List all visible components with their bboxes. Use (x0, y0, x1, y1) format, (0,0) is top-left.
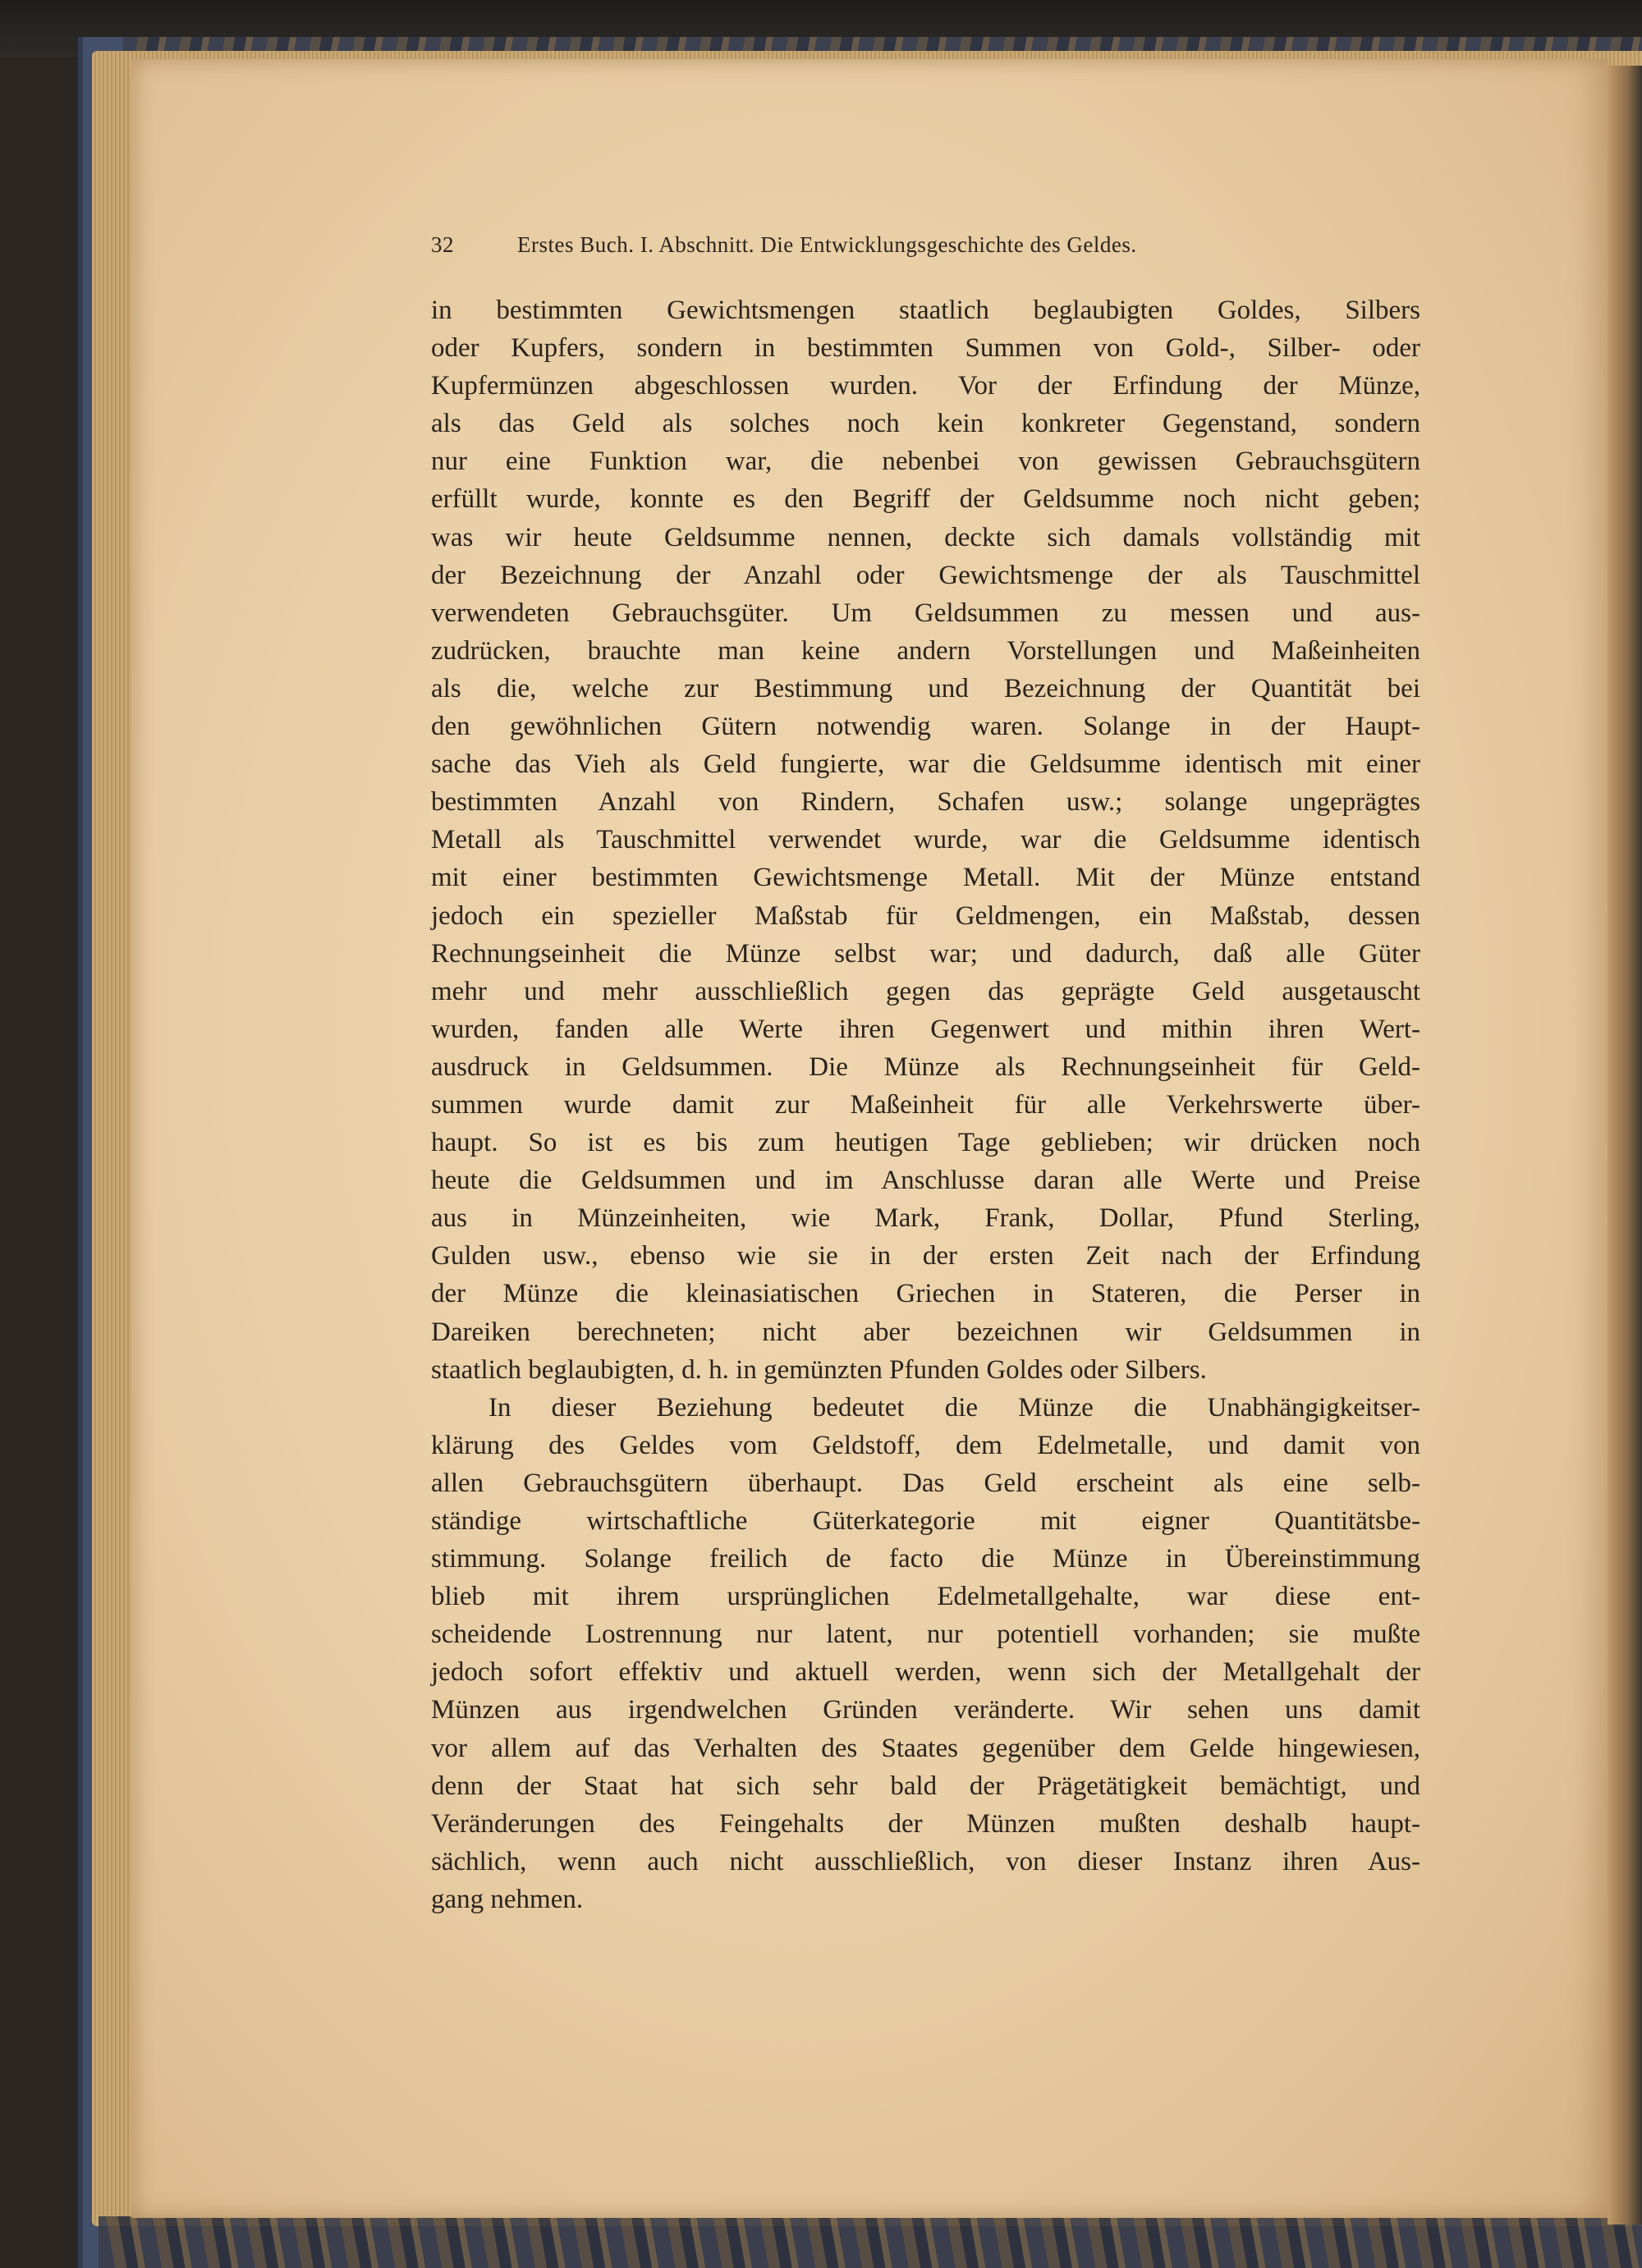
text-line: wurden, fanden alle Werte ihren Gegenwert und mithin ihren Wert- (431, 1014, 1420, 1044)
text-line: sache das Vieh als Geld fungierte, war die Geldsumme identisch mit einer (431, 749, 1420, 780)
text-line: allen Gebrauchsgütern überhaupt. Das Geld erscheint als eine selb- (431, 1468, 1420, 1498)
text-line: mit einer bestimmten Gewichtsmenge Metall. Mit der Münze entstand (431, 863, 1420, 893)
text-line: Kupfermünzen abgeschlossen wurden. Vor der Erfindung der Münze, (431, 371, 1420, 401)
text-line: mehr und mehr ausschließlich gegen das geprägte Geld ausgetauscht (431, 976, 1420, 1006)
text-line: zudrücken, brauchte man keine andern Vorstellungen und Maßeinheiten (431, 635, 1420, 666)
text-line: in bestimmten Gewichtsmengen staatlich beglaubigten Goldes, Silbers (431, 296, 1420, 325)
text-line: bestimmten Anzahl von Rindern, Schafen usw.; solange ungeprägtes (431, 787, 1420, 818)
cover-marble-edge-bottom (99, 2216, 1642, 2268)
text-line: staatlich beglaubigten, d. h. in gemünzten Pfunden Goldes oder Silbers. (431, 1354, 1207, 1385)
text-line: scheidende Lostrennung nur latent, nur potentiell vorhanden; sie mußte (431, 1620, 1420, 1650)
text-line: Dareiken berechneten; nicht aber bezeichnen wir Geldsummen in (431, 1317, 1420, 1347)
page-number: 32 (431, 232, 454, 257)
text-line: klärung des Geldes vom Geldstoff, dem Edelmetalle, und damit von (431, 1430, 1420, 1460)
text-line: als das Geld als solches noch kein konkreter Gegenstand, sondern (431, 409, 1420, 439)
text-line: stimmung. Solange freilich de facto die Münze in Übereinstimmung (431, 1544, 1420, 1574)
text-line: jedoch ein spezieller Maßstab für Geldmengen, ein Maßstab, dessen (431, 900, 1420, 931)
paragraph-start-line: In dieser Beziehung bedeutet die Münze die Unabhängigkeitser- (488, 1392, 1420, 1423)
text-line: den gewöhnlichen Gütern notwendig waren. Solange in der Haupt- (431, 712, 1420, 742)
text-line: denn der Staat hat sich sehr bald der Prägetätigkeit bemächtigt, und (431, 1771, 1420, 1801)
text-line: nur eine Funktion war, die nebenbei von gewissen Gebrauchsgütern (431, 447, 1420, 477)
running-head-title: Erstes Buch. I. Abschnitt. Die Entwicklungsgeschichte des Geldes. (517, 232, 1137, 257)
text-line: vor allem auf das Verhalten des Staates gegenüber dem Gelde hingewiesen, (431, 1733, 1420, 1763)
text-line: Veränderungen des Feingehalts der Münzen mußten deshalb haupt- (431, 1808, 1420, 1839)
text-line: blieb mit ihrem ursprünglichen Edelmetallgehalte, war diese ent- (431, 1582, 1420, 1612)
text-line: Rechnungseinheit die Münze selbst war; und dadurch, daß alle Güter (431, 938, 1420, 969)
text-line: erfüllt wurde, konnte es den Begriff der Geldsumme noch nicht geben; (431, 484, 1420, 515)
text-line: der Münze die kleinasiatischen Griechen in Stateren, die Perser in (431, 1279, 1420, 1309)
text-line: sächlich, wenn auch nicht ausschließlich, von dieser Instanz ihren Aus- (431, 1846, 1420, 1876)
text-line: oder Kupfers, sondern in bestimmten Summen von Gold-, Silber- oder (431, 333, 1420, 364)
text-line: was wir heute Geldsumme nennen, deckte sich damals vollständig mit (431, 522, 1420, 552)
page-gutter (1608, 66, 1642, 2224)
text-line: gang nehmen. (431, 1884, 584, 1914)
text-line: der Bezeichnung der Anzahl oder Gewichtsmenge der als Tauschmittel (431, 560, 1420, 590)
body-text (431, 291, 1420, 1918)
text-line: als die, welche zur Bestimmung und Bezeichnung der Quantität bei (431, 673, 1420, 703)
text-line: Metall als Tauschmittel verwendet wurde, war die Geldsumme identisch (431, 825, 1420, 855)
text-line: Münzen aus irgendwelchen Gründen veränderte. Wir sehen uns damit (431, 1695, 1420, 1725)
text-line: haupt. So ist es bis zum heutigen Tage geblieben; wir drücken noch (431, 1128, 1420, 1158)
text-line: jedoch sofort effektiv und aktuell werden, wenn sich der Metallgehalt der (431, 1657, 1420, 1688)
text-line: summen wurde damit zur Maßeinheit für alle Verkehrswerte über- (431, 1089, 1420, 1120)
text-line: Gulden usw., ebenso wie sie in der ersten Zeit nach der Erfindung (431, 1241, 1420, 1271)
text-line: aus in Münzeinheiten, wie Mark, Frank, Dollar, Pfund Sterling, (431, 1203, 1420, 1234)
text-line: ausdruck in Geldsummen. Die Münze als Rechnungseinheit für Geld- (431, 1052, 1420, 1082)
running-head (431, 232, 1334, 258)
text-line: verwendeten Gebrauchsgüter. Um Geldsummen zu messen und aus- (431, 598, 1420, 628)
text-line: heute die Geldsummen und im Anschlusse daran alle Werte und Preise (431, 1166, 1420, 1196)
text-line: ständige wirtschaftliche Güterkategorie mit eigner Quantitätsbe- (431, 1506, 1420, 1536)
